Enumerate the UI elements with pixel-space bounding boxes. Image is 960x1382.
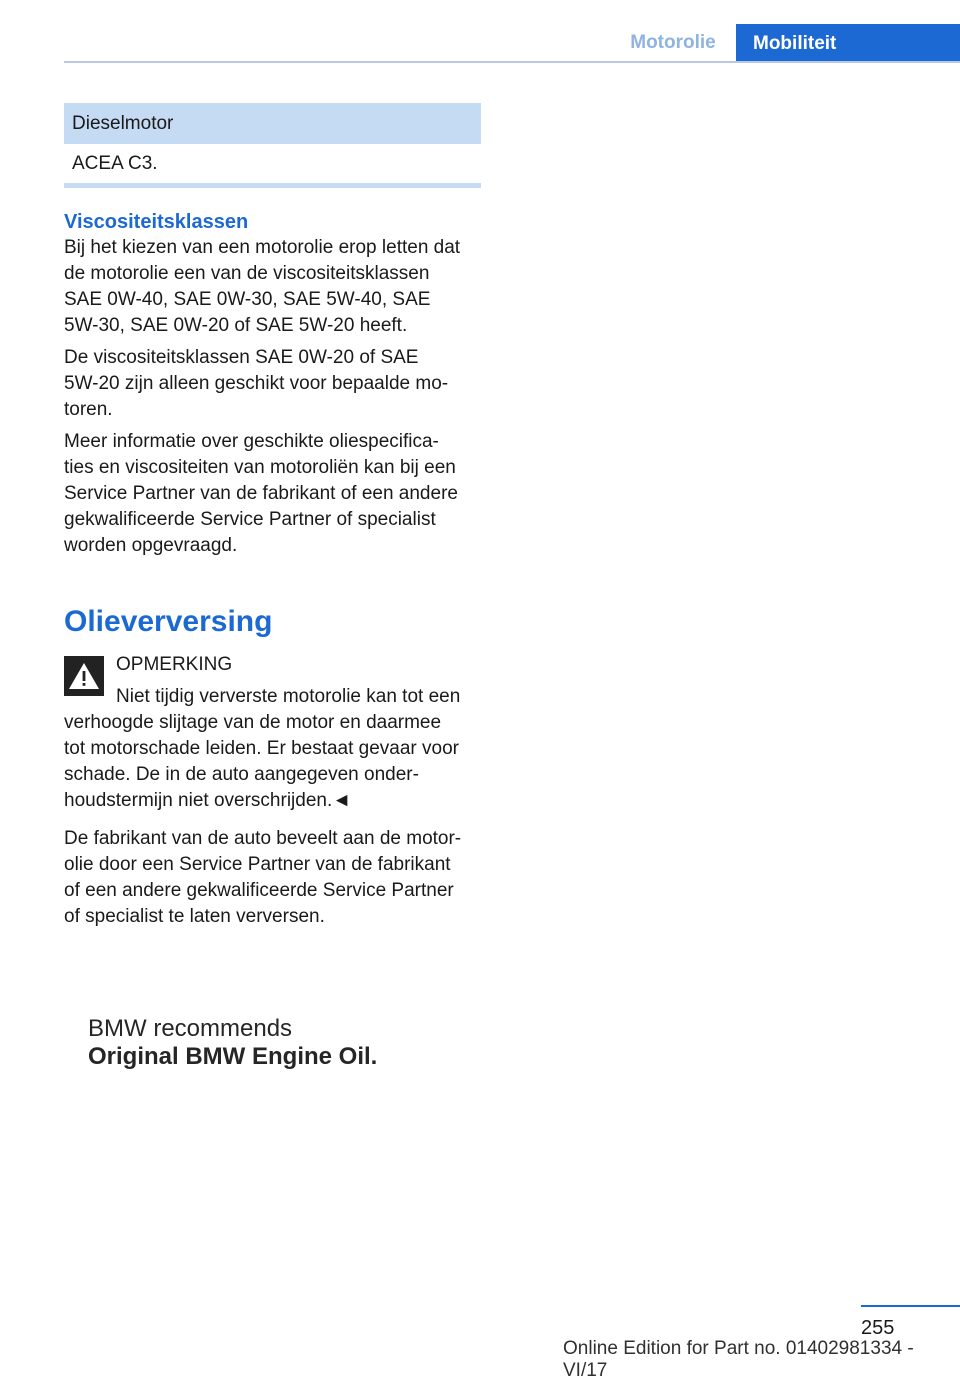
- footer-divider: [861, 1305, 960, 1307]
- text-line: tot motorschade leiden. Er bestaat gevaar voor: [64, 738, 460, 759]
- text-line: schade. De in de auto aangegeven onder-: [64, 764, 419, 785]
- text-line: Meer informatie over geschikte oliespecifica-: [64, 431, 439, 452]
- text-line: De viscositeitsklassen SAE 0W-20 of SAE: [64, 347, 419, 368]
- viscosity-paragraph: [64, 235, 481, 339]
- text-line: De fabrikant van de auto beveelt aan de motor-: [64, 828, 462, 849]
- warning-icon: [64, 656, 104, 696]
- note-header: [116, 652, 460, 710]
- advert-line-2: Original BMW Engine Oil.: [88, 1043, 378, 1070]
- note-text: [64, 710, 481, 814]
- note-body: [64, 710, 481, 930]
- header-section-tab[interactable]: Motorolie: [630, 32, 716, 53]
- viscosity-heading: Viscositeitsklassen: [64, 211, 249, 233]
- oil-change-paragraph: [64, 826, 481, 930]
- text-line: olie door een Service Partner van de fabrikant: [64, 854, 451, 875]
- text-line: ties en viscositeiten van motoroliën kan bij een: [64, 457, 456, 478]
- table-header-cell: Dieselmotor: [64, 103, 481, 144]
- viscosity-section: [64, 209, 481, 559]
- viscosity-paragraph: [64, 429, 481, 559]
- table-bottom-rule: [64, 183, 481, 188]
- table-value-cell: ACEA C3.: [72, 153, 158, 174]
- text-line: 5W-30, SAE 0W-20 of SAE 5W-20 heeft.: [64, 315, 408, 336]
- text-line: houdstermijn niet overschrijden.◄: [64, 790, 352, 811]
- text-line: verhoogde slijtage van de motor en daarmee: [64, 712, 442, 733]
- text-line: Service Partner van de fabrikant of een andere: [64, 483, 458, 504]
- header-chapter-tab[interactable]: Mobiliteit: [736, 24, 960, 63]
- text-line: of specialist te laten verversen.: [64, 906, 325, 927]
- header-divider: [64, 61, 960, 63]
- bmw-oil-advert: [88, 1015, 377, 1071]
- text-line: gekwalificeerde Service Partner of specialist: [64, 509, 436, 530]
- advert-line-1: BMW recommends: [88, 1015, 293, 1042]
- text-line: SAE 0W-40, SAE 0W-30, SAE 5W-40, SAE: [64, 289, 431, 310]
- page-number: 255: [861, 1317, 895, 1339]
- text-line: of een andere gekwalificeerde Service Partner: [64, 880, 454, 901]
- oil-change-heading: Olieverversing: [64, 605, 273, 638]
- viscosity-paragraph: [64, 345, 481, 423]
- text-line: toren.: [64, 399, 113, 420]
- note-label: OPMERKING: [116, 654, 233, 675]
- text-line: de motorolie een van de viscositeitsklassen: [64, 263, 430, 284]
- edition-note: Online Edition for Part no. 01402981334 - VI/17: [563, 1338, 914, 1381]
- viscosity-body: [64, 235, 481, 559]
- text-line: 5W-20 zijn alleen geschikt voor bepaalde mo-: [64, 373, 449, 394]
- text-line: worden opgevraagd.: [64, 535, 238, 556]
- note-first-line: Niet tijdig ververste motorolie kan tot een: [116, 686, 461, 707]
- text-line: Bij het kiezen van een motorolie erop letten dat: [64, 237, 461, 258]
